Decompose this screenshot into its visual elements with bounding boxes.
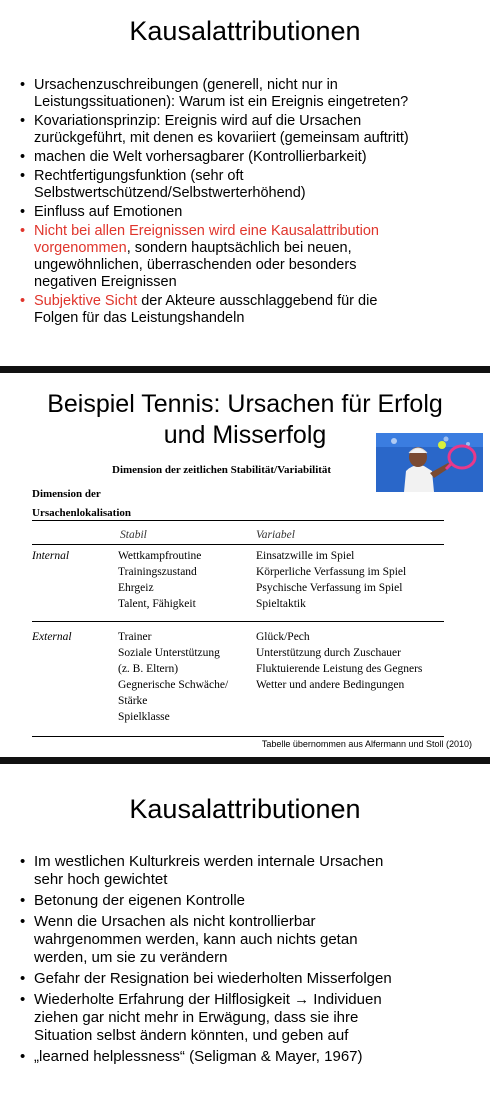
row-label-external: External [32, 631, 72, 643]
slide-1-title: Kausalattributionen [129, 16, 361, 46]
list-item: • Betonung der eigenen Kontrolle [20, 892, 245, 909]
column-header-variabel: Variabel [256, 529, 295, 541]
list-item: • Gefahr der Resignation bei wiederholten Misserfolgen [20, 970, 392, 987]
slide-3 [0, 764, 490, 1110]
external-variabel-cell: Glück/Pech Unterstützung durch Zuschauer Fluktuierende Leistung des Gegners Wetter und andere Bedingungen [256, 631, 423, 691]
list-item: • Wenn die Ursachen als nicht kontrollierbar wahrgenommen werden, kann auch nichts getan werden, um sie zu verändern [20, 913, 358, 966]
table-bottom-rule [32, 736, 444, 737]
slide-separator [0, 366, 490, 373]
row-label-internal: Internal [32, 550, 70, 562]
list-item: • Einfluss auf Emotionen [20, 204, 183, 220]
table-header-rule [32, 544, 444, 545]
table-middle-rule [32, 621, 444, 622]
top-dimension-header: Dimension der zeitlichen Stabilität/Variabilität [112, 464, 332, 476]
tennis-player-photo [376, 433, 483, 492]
list-item: • machen die Welt vorhersagbarer (Kontrollierbarkeit) [20, 149, 367, 165]
slide-1 [0, 0, 490, 366]
table-source-note: Tabelle übernommen aus Alfermann und Stoll (2010) [261, 739, 472, 749]
list-item: • „learned helplessness“ (Seligman & Mayer, 1967) [20, 1048, 363, 1065]
left-dimension-header: Dimension der Ursachenlokalisation [32, 488, 132, 519]
arrow-right-icon: → [294, 991, 310, 1008]
slide-2 [0, 373, 490, 757]
internal-stabil-cell: Wettkampfroutine Trainingszustand Ehrgeiz Talent, Fähigkeit [118, 550, 202, 610]
table-top-rule [32, 520, 444, 521]
slide-separator [0, 757, 490, 764]
internal-variabel-cell: Einsatzwille im Spiel Körperliche Verfassung im Spiel Psychische Verfassung im Spiel Spieltaktik [256, 550, 407, 610]
slide-1-bullet-list [14, 77, 484, 327]
list-item-red: • Nicht bei allen Ereignissen wird eine Kausalattribution vorgenommen, sondern hauptsächlich bei neuen, ungewöhnlichen, überraschenden oder besonders negativen Ereignissen [20, 223, 379, 290]
list-item: • Ursachenzuschreibungen (generell, nicht nur in Leistungssituationen): Warum ist ein Ereignis eingetreten? [20, 77, 409, 110]
list-item: • Kovariationsprinzip: Ereignis wird auf die Ursachen zurückgeführt, mit denen es kovariiert (gemeinsam auftritt) [20, 113, 409, 146]
slide-3-bullet-list [14, 853, 484, 1066]
external-stabil-cell: Trainer Soziale Unterstützung (z. B. Eltern) Gegnerische Schwäche/ Stärke Spielklasse [118, 631, 229, 723]
column-header-stabil: Stabil [120, 529, 147, 541]
slide-3-title: Kausalattributionen [129, 794, 361, 824]
list-item: • Wiederholte Erfahrung der Hilflosigkeit → Individuen ziehen gar nicht mehr in Erwägung, dass sie ihre Situation selbst ändern könnten, und geben auf [20, 991, 382, 1044]
list-item: • Rechtfertigungsfunktion (sehr oft Selbstwertschützend/Selbstwerterhöhend) [20, 168, 306, 201]
slide-2-title: Beispiel Tennis: Ursachen für Erfolg und Misserfolg [47, 390, 443, 449]
list-item-mixed: • Subjektive Sicht der Akteure ausschlaggebend für die Folgen für das Leistungshandeln [20, 293, 378, 326]
list-item: • Im westlichen Kulturkreis werden internale Ursachen sehr hoch gewichtet [20, 853, 384, 888]
